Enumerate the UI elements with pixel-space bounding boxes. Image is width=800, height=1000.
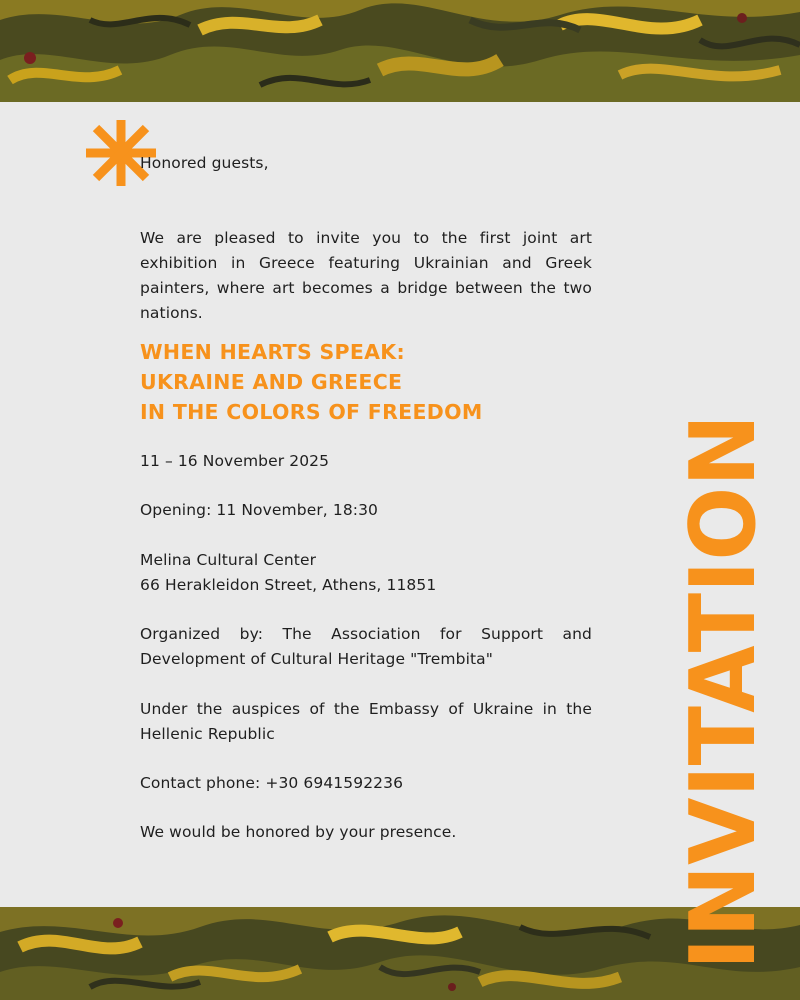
closing-line: We would be honored by your presence. (140, 823, 457, 841)
title-line-2: UKRAINE AND GREECE (140, 370, 403, 394)
painting-strip-top (0, 0, 800, 102)
greeting: Honored guests, (140, 154, 269, 172)
opening-time: Opening: 11 November, 18:30 (140, 501, 379, 519)
venue-address: 66 Herakleidon Street, Athens, 11851 (140, 576, 437, 594)
exhibition-dates: 11 – 16 November 2025 (140, 452, 330, 470)
title-line-1: WHEN HEARTS SPEAK: (140, 340, 405, 364)
contact-phone: Contact phone: +30 6941592236 (140, 774, 404, 792)
exhibition-title (140, 337, 620, 427)
organizer-info: Organized by: The Association for Support and Development of Cultural Heritage "Trembita" (140, 625, 592, 668)
invitation-vertical-heading (671, 394, 776, 970)
auspices-info: Under the auspices of the Embassy of Ukraine in the Hellenic Republic (140, 700, 592, 743)
title-line-3: IN THE COLORS OF FREEDOM (140, 400, 483, 424)
venue-name: Melina Cultural Center (140, 551, 317, 569)
invitation-vertical-text: INVITATION (671, 394, 776, 970)
painting-texture-top (0, 0, 800, 102)
intro-paragraph: We are pleased to invite you to the first joint art exhibition in Greece featuring Ukrainian and Greek painters, where art becomes a bridge between the two nations. (140, 229, 592, 322)
